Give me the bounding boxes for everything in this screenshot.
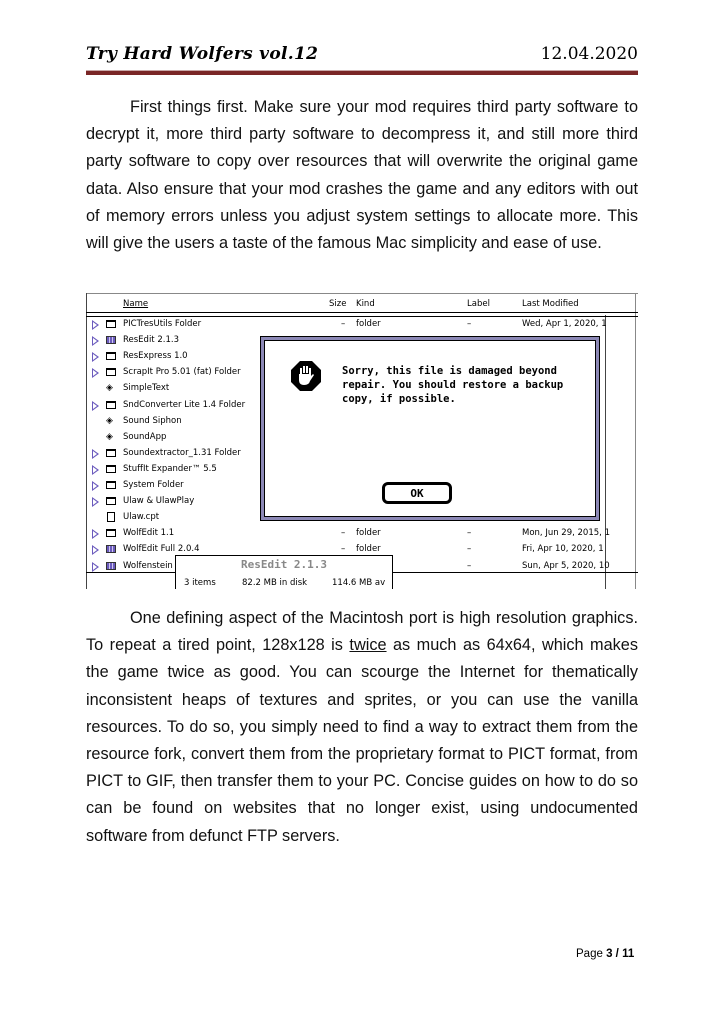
folder-icon — [106, 529, 116, 537]
paragraph-1-text: First things first. Make sure your mod requires third party software to decrypt it, more third party software to decompress it, and still more third party software to copy over resources that will overwrite the original game data. Also ensure that your mod crashes the game and any editors with out of memory errors unless you adjust system settings to allocate more. This will give the users a taste of the famous Mac simplicity and ease of use. — [86, 98, 638, 253]
folder-icon — [106, 497, 116, 505]
disclosure-triangle-icon[interactable] — [92, 352, 99, 362]
folder-icon — [106, 449, 116, 457]
folder-icon — [106, 320, 116, 328]
alert-message: Sorry, this file is damaged beyond repair. You should restore a backup copy, if possible. — [342, 365, 564, 405]
file-last-modified: Fri, Apr 10, 2020, 1 — [522, 544, 604, 555]
disclosure-triangle-icon[interactable] — [92, 529, 99, 539]
paragraph-2 — [86, 605, 638, 850]
file-kind: folder — [356, 319, 381, 329]
disclosure-triangle-icon[interactable] — [92, 465, 99, 475]
disk-usage: 82.2 MB in disk — [242, 578, 308, 588]
file-label: – — [467, 319, 472, 329]
folder-icon — [106, 465, 116, 473]
file-name: WolfEdit Full 2.0.4 — [123, 544, 200, 555]
application-icon: ◈ — [106, 415, 113, 426]
column-header-name[interactable]: Name — [123, 299, 149, 309]
column-header-size[interactable]: Size — [329, 299, 347, 309]
file-name: SoundApp — [123, 431, 167, 442]
application-folder-icon — [106, 545, 116, 553]
available-space: 114.6 MB av — [332, 578, 386, 588]
folder-icon — [106, 352, 116, 360]
ok-button-label: OK — [410, 487, 424, 500]
disclosure-triangle-icon[interactable] — [92, 497, 99, 507]
file-last-modified: Mon, Jun 29, 2015, 1 — [522, 528, 610, 539]
disclosure-triangle-icon[interactable] — [92, 320, 99, 330]
file-last-modified: Sun, Apr 5, 2020, 10 — [522, 560, 610, 571]
file-name: Ulaw.cpt — [123, 512, 160, 523]
page-separator: / — [615, 948, 619, 960]
file-name: Ulaw & UlawPlay — [123, 496, 195, 507]
alert-dialog — [260, 336, 600, 521]
application-icon: ◈ — [106, 431, 113, 442]
file-label: – — [467, 544, 472, 555]
file-name: StuffIt Expander™ 5.5 — [123, 463, 217, 474]
disclosure-triangle-icon[interactable] — [92, 481, 99, 491]
resedit-window-title: ResEdit 2.1.3 — [240, 558, 328, 571]
file-size: – — [341, 319, 346, 329]
file-name: Sound Siphon — [123, 415, 182, 426]
file-last-modified: Wed, Apr 1, 2020, 1 — [522, 319, 607, 329]
file-name: ScrapIt Pro 5.01 (fat) Folder — [123, 367, 241, 378]
file-name: WolfEdit 1.1 — [123, 528, 175, 539]
journal-title: Try Hard Wolfers vol.12 — [86, 44, 319, 64]
disclosure-triangle-icon[interactable] — [92, 449, 99, 459]
file-name: SimpleText — [123, 383, 170, 394]
page-label: Page — [576, 948, 603, 960]
file-label: – — [467, 528, 472, 539]
disclosure-triangle-icon[interactable] — [92, 401, 99, 411]
emphasis-twice: twice — [349, 636, 387, 655]
column-header-label[interactable]: Label — [467, 299, 490, 309]
file-size: – — [341, 544, 346, 555]
file-list-row[interactable] — [86, 526, 610, 542]
disclosure-triangle-icon[interactable] — [92, 336, 99, 346]
page-header — [86, 42, 638, 68]
header-rule — [86, 70, 638, 75]
disclosure-triangle-icon[interactable] — [92, 368, 99, 378]
paragraph-2-text-a: One defining aspect of the Macintosh port is high resolution graphics. To repeat a tired point, 128x128 is — [86, 609, 638, 655]
paragraph-1 — [86, 94, 638, 257]
file-kind: folder — [356, 544, 381, 555]
mac-finder-screenshot — [86, 293, 638, 589]
column-header-last-modified[interactable]: Last Modified — [522, 299, 579, 309]
disclosure-triangle-icon[interactable] — [92, 545, 99, 555]
paragraph-2-text-b: as much as 64x64, which makes the game twice as good. You can scourge the Internet for thematically inconsistent heaps of textures and sprites, or you can use the vanilla resources. To do so, you simply need to find a way to extract them from the resource fork, convert them from the proprietary format to PICT format, from PICT to GIF, then transfer them to your PC. Concise guides on how to do so can be found on websites that no longer exist, using undocumented software from defunct FTP servers. — [86, 636, 638, 845]
resedit-status-bar — [176, 576, 392, 589]
ok-button[interactable] — [382, 482, 452, 504]
file-label: – — [467, 560, 472, 571]
application-icon: ◈ — [106, 383, 113, 394]
folder-icon — [106, 481, 116, 489]
file-name: Soundextractor_1.31 Folder — [123, 447, 241, 458]
scrollbar-edge — [605, 315, 606, 589]
resedit-window[interactable] — [175, 555, 393, 589]
page-current: 3 — [606, 948, 613, 960]
file-list-row[interactable] — [86, 317, 605, 333]
folder-icon — [106, 401, 116, 409]
folder-icon — [106, 368, 116, 376]
file-name: Wolfenstein — [123, 560, 173, 571]
file-kind: folder — [356, 528, 381, 539]
disclosure-triangle-icon[interactable] — [92, 562, 99, 572]
application-folder-icon — [106, 562, 116, 570]
page-total: 11 — [622, 948, 635, 960]
file-name: SndConverter Lite 1.4 Folder — [123, 399, 246, 410]
file-size: – — [341, 528, 346, 539]
file-name: System Folder — [123, 480, 184, 490]
issue-date: 12.04.2020 — [540, 44, 638, 64]
page-footer — [576, 948, 634, 960]
file-name: PICTresUtils Folder — [123, 319, 202, 329]
stop-hand-icon — [291, 361, 321, 391]
document-icon — [107, 512, 115, 522]
file-name: ResEdit 2.1.3 — [123, 335, 179, 346]
application-folder-icon — [106, 336, 116, 344]
item-count: 3 items — [184, 578, 216, 588]
column-header-kind[interactable]: Kind — [356, 299, 375, 309]
file-name: ResExpress 1.0 — [123, 351, 188, 362]
